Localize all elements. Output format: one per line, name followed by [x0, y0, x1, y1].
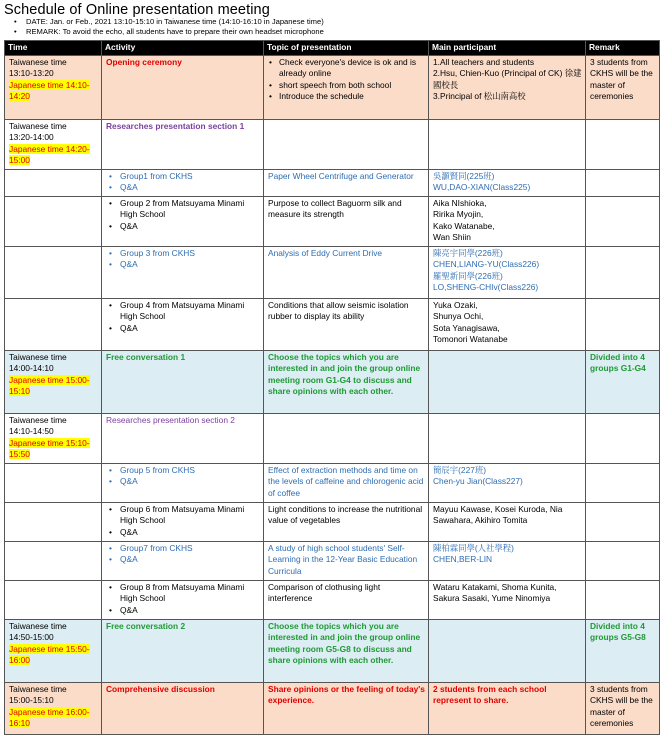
qa-item: • Q&A — [106, 476, 260, 488]
taiwanese-time-label: Taiwanese time — [9, 620, 67, 631]
activity-cell: Free conversation 2 — [102, 619, 264, 682]
participant-cell — [429, 298, 586, 350]
table-row — [5, 196, 660, 246]
group-name: • Group1 from CKHS — [106, 171, 260, 183]
time-cell — [5, 246, 102, 298]
taiwanese-time-label: Taiwanese time — [9, 351, 67, 362]
topic-cell: Conditions that allow seismic isolation rubber to display its ability — [264, 298, 429, 350]
participant-line: Tomonori Watanabe — [433, 334, 508, 344]
header-activity: Activity — [102, 41, 264, 56]
time-cell — [5, 55, 102, 119]
table-row — [5, 413, 660, 463]
participant-line: CHEN,BER-LIN — [433, 554, 493, 564]
table-row — [5, 463, 660, 502]
participant-line: Chen-yu Jian(Class227) — [433, 476, 523, 486]
participant-cell — [429, 541, 586, 580]
activity-cell: Opening ceremony — [102, 55, 264, 119]
remark-cell — [586, 246, 660, 298]
participant-cell — [429, 619, 586, 682]
taiwanese-time-label: Taiwanese time — [9, 414, 67, 425]
participant-line: 2.Hsu, Chien-Kuo (Principal of CK) 徐建國校長 — [433, 68, 582, 90]
taiwanese-time: 14:10-14:50 — [9, 426, 54, 436]
page-title: Schedule of Online presentation meeting — [4, 2, 270, 18]
header-time: Time — [5, 41, 102, 56]
japanese-time: Japanese time 15:10-15:50 — [9, 437, 90, 459]
activity-cell: Researches presentation section 1 — [102, 119, 264, 169]
activity-cell: Free conversation 1 — [102, 350, 264, 413]
qa-item: • Q&A — [106, 323, 260, 335]
notes-list — [14, 17, 324, 37]
taiwanese-time: 15:00-15:10 — [9, 695, 54, 705]
header-remark: Remark — [586, 41, 660, 56]
remark-cell — [586, 169, 660, 196]
header-participant: Main participant — [429, 41, 586, 56]
remark-cell — [586, 196, 660, 246]
participant-cell: Mayuu Kawase, Kosei Kuroda, Nia Sawahara, Akihiro Tomita — [429, 502, 586, 541]
topic-cell — [264, 119, 429, 169]
header-topic: Topic of presentation — [264, 41, 429, 56]
participant-cell — [429, 119, 586, 169]
remark-cell — [586, 541, 660, 580]
participant-cell — [429, 413, 586, 463]
participant-line: 3.Principal of 松山南高校 — [433, 91, 526, 101]
qa-item: • Q&A — [106, 554, 260, 566]
qa-item: • Q&A — [106, 527, 260, 539]
remark-cell: 3 students from CKHS will be the master of ceremonies — [586, 55, 660, 119]
note-date: • DATE: Jan. or Feb., 2021 13:10-15:10 in Taiwanese time (14:10-16:10 in Japanese time) — [14, 17, 324, 27]
time-cell — [5, 413, 102, 463]
participant-cell — [429, 463, 586, 502]
group-name: • Group 5 from CKHS — [106, 465, 260, 477]
table-row — [5, 350, 660, 413]
topic-cell: Paper Wheel Centrifuge and Generator — [264, 169, 429, 196]
time-cell — [5, 502, 102, 541]
topic-cell: Light conditions to increase the nutritional value of vegetables — [264, 502, 429, 541]
topic-item: • short speech from both school — [268, 80, 425, 92]
schedule-table — [4, 40, 660, 735]
japanese-time: Japanese time 15:00-15:10 — [9, 374, 90, 396]
table-row — [5, 55, 660, 119]
qa-item: • Q&A — [106, 221, 260, 233]
activity-cell — [102, 502, 264, 541]
participant-line: 陳柏霖同學(人社學程) — [433, 542, 514, 553]
table-row — [5, 580, 660, 619]
qa-item: • Q&A — [106, 605, 260, 617]
time-cell — [5, 619, 102, 682]
group-name: • Group 8 from Matsuyama Minami High School — [106, 582, 260, 605]
participant-line: CHEN,LIANG-YU(Class226) — [433, 259, 540, 269]
remark-cell — [586, 580, 660, 619]
table-row — [5, 502, 660, 541]
topic-cell: Share opinions or the feeling of today's experience. — [264, 682, 429, 734]
note-remark: • REMARK: To avoid the echo, all students have to prepare their own headset microphone — [14, 27, 324, 37]
remark-cell — [586, 463, 660, 502]
participant-line: 簡辰宇(227班) — [433, 464, 487, 475]
participant-cell — [429, 169, 586, 196]
qa-item: • Q&A — [106, 259, 260, 271]
activity-cell — [102, 169, 264, 196]
participant-line: Ririka Myojin, — [433, 209, 484, 219]
remark-cell — [586, 413, 660, 463]
table-row — [5, 246, 660, 298]
group-name: • Group7 from CKHS — [106, 543, 260, 555]
taiwanese-time: 14:00-14:10 — [9, 363, 54, 373]
group-name: • Group 4 from Matsuyama Minami High School — [106, 300, 260, 323]
participant-line: 羅聖新同學(226班) — [433, 270, 503, 281]
table-row — [5, 169, 660, 196]
activity-cell — [102, 246, 264, 298]
participant-line: 1.All teachers and students — [433, 56, 535, 67]
table-row — [5, 541, 660, 580]
table-row — [5, 619, 660, 682]
time-cell — [5, 682, 102, 734]
participant-cell: Wataru Katakami, Shoma Kunita, Sakura Sasaki, Yume Ninomiya — [429, 580, 586, 619]
remark-cell — [586, 502, 660, 541]
group-name: • Group 2 from Matsuyama Minami High School — [106, 198, 260, 221]
time-cell — [5, 196, 102, 246]
participant-line: WU,DAO-XIAN(Class225) — [433, 182, 531, 192]
remark-cell — [586, 119, 660, 169]
japanese-time: Japanese time 15:50-16:00 — [9, 643, 90, 665]
participant-line: Shunya Ochi, — [433, 311, 484, 321]
activity-cell: Comprehensive discussion — [102, 682, 264, 734]
activity-cell — [102, 580, 264, 619]
participant-line: Sota Yanagisawa, — [433, 322, 500, 333]
taiwanese-time: 14:50-15:00 — [9, 632, 54, 642]
table-row — [5, 298, 660, 350]
time-cell — [5, 350, 102, 413]
time-cell — [5, 580, 102, 619]
participant-line: 吳灝賢同(225班) — [433, 170, 495, 181]
topic-cell — [264, 55, 429, 119]
participant-line: Wan Shiin — [433, 232, 471, 242]
participant-line: Yuka Ozaki, — [433, 299, 478, 310]
table-row — [5, 682, 660, 734]
topic-cell: Choose the topics which you are interested in and join the group online meeting room G1-G4 to discuss and share opinions with each other. — [264, 350, 429, 413]
japanese-time: Japanese time 16:00-16:10 — [9, 706, 90, 728]
time-cell — [5, 541, 102, 580]
table-row — [5, 119, 660, 169]
topic-cell: Effect of extraction methods and time on the levels of caffeine and chlorogenic acid of coffee — [264, 463, 429, 502]
participant-cell — [429, 246, 586, 298]
taiwanese-time-label: Taiwanese time — [9, 56, 67, 67]
remark-cell: 3 students from CKHS will be the master of ceremonies — [586, 682, 660, 734]
taiwanese-time: 13:10-13:20 — [9, 68, 54, 78]
qa-item: • Q&A — [106, 182, 260, 194]
activity-cell — [102, 463, 264, 502]
activity-cell — [102, 298, 264, 350]
topic-cell: Purpose to collect Baguorm silk and measure its strength — [264, 196, 429, 246]
group-name: • Group 3 from CKHS — [106, 248, 260, 260]
topic-cell: Analysis of Eddy Current Drive — [264, 246, 429, 298]
activity-cell — [102, 196, 264, 246]
participant-line: Aika NIshioka, — [433, 197, 487, 208]
remark-cell: Divided into 4 groups G1-G4 — [586, 350, 660, 413]
topic-item: • Check everyone's device is ok and is already online — [268, 57, 425, 80]
time-cell — [5, 169, 102, 196]
remark-cell: Divided into 4 groups G5-G8 — [586, 619, 660, 682]
participant-line: LO,SHENG-CHIv(Class226) — [433, 282, 539, 292]
japanese-time: Japanese time 14:10-14:20 — [9, 79, 90, 101]
taiwanese-time-label: Taiwanese time — [9, 683, 67, 694]
topic-cell — [264, 413, 429, 463]
japanese-time: Japanese time 14:20-15:00 — [9, 143, 90, 165]
participant-line: 陳亮宇同學(226班) — [433, 247, 503, 258]
participant-cell — [429, 350, 586, 413]
group-name: • Group 6 from Matsuyama Minami High School — [106, 504, 260, 527]
topic-item: • Introduce the schedule — [268, 91, 425, 103]
topic-cell: Choose the topics which you are interested in and join the group online meeting room G5-G8 to discuss and share opinions with each other. — [264, 619, 429, 682]
remark-cell — [586, 298, 660, 350]
participant-line: Kako Watanabe, — [433, 220, 495, 231]
table-header-row — [5, 41, 660, 56]
participant-cell — [429, 196, 586, 246]
activity-cell — [102, 541, 264, 580]
taiwanese-time-label: Taiwanese time — [9, 120, 67, 131]
time-cell — [5, 463, 102, 502]
participant-cell — [429, 55, 586, 119]
topic-cell: A study of high school students' Self- Learning in the 12-Year Basic Education Curricula — [264, 541, 429, 580]
participant-cell: 2 students from each school represent to share. — [429, 682, 586, 734]
time-cell — [5, 119, 102, 169]
activity-cell: Researches presentation section 2 — [102, 413, 264, 463]
topic-cell: Comparison of clothusing light interference — [264, 580, 429, 619]
time-cell — [5, 298, 102, 350]
taiwanese-time: 13:20-14:00 — [9, 132, 54, 142]
